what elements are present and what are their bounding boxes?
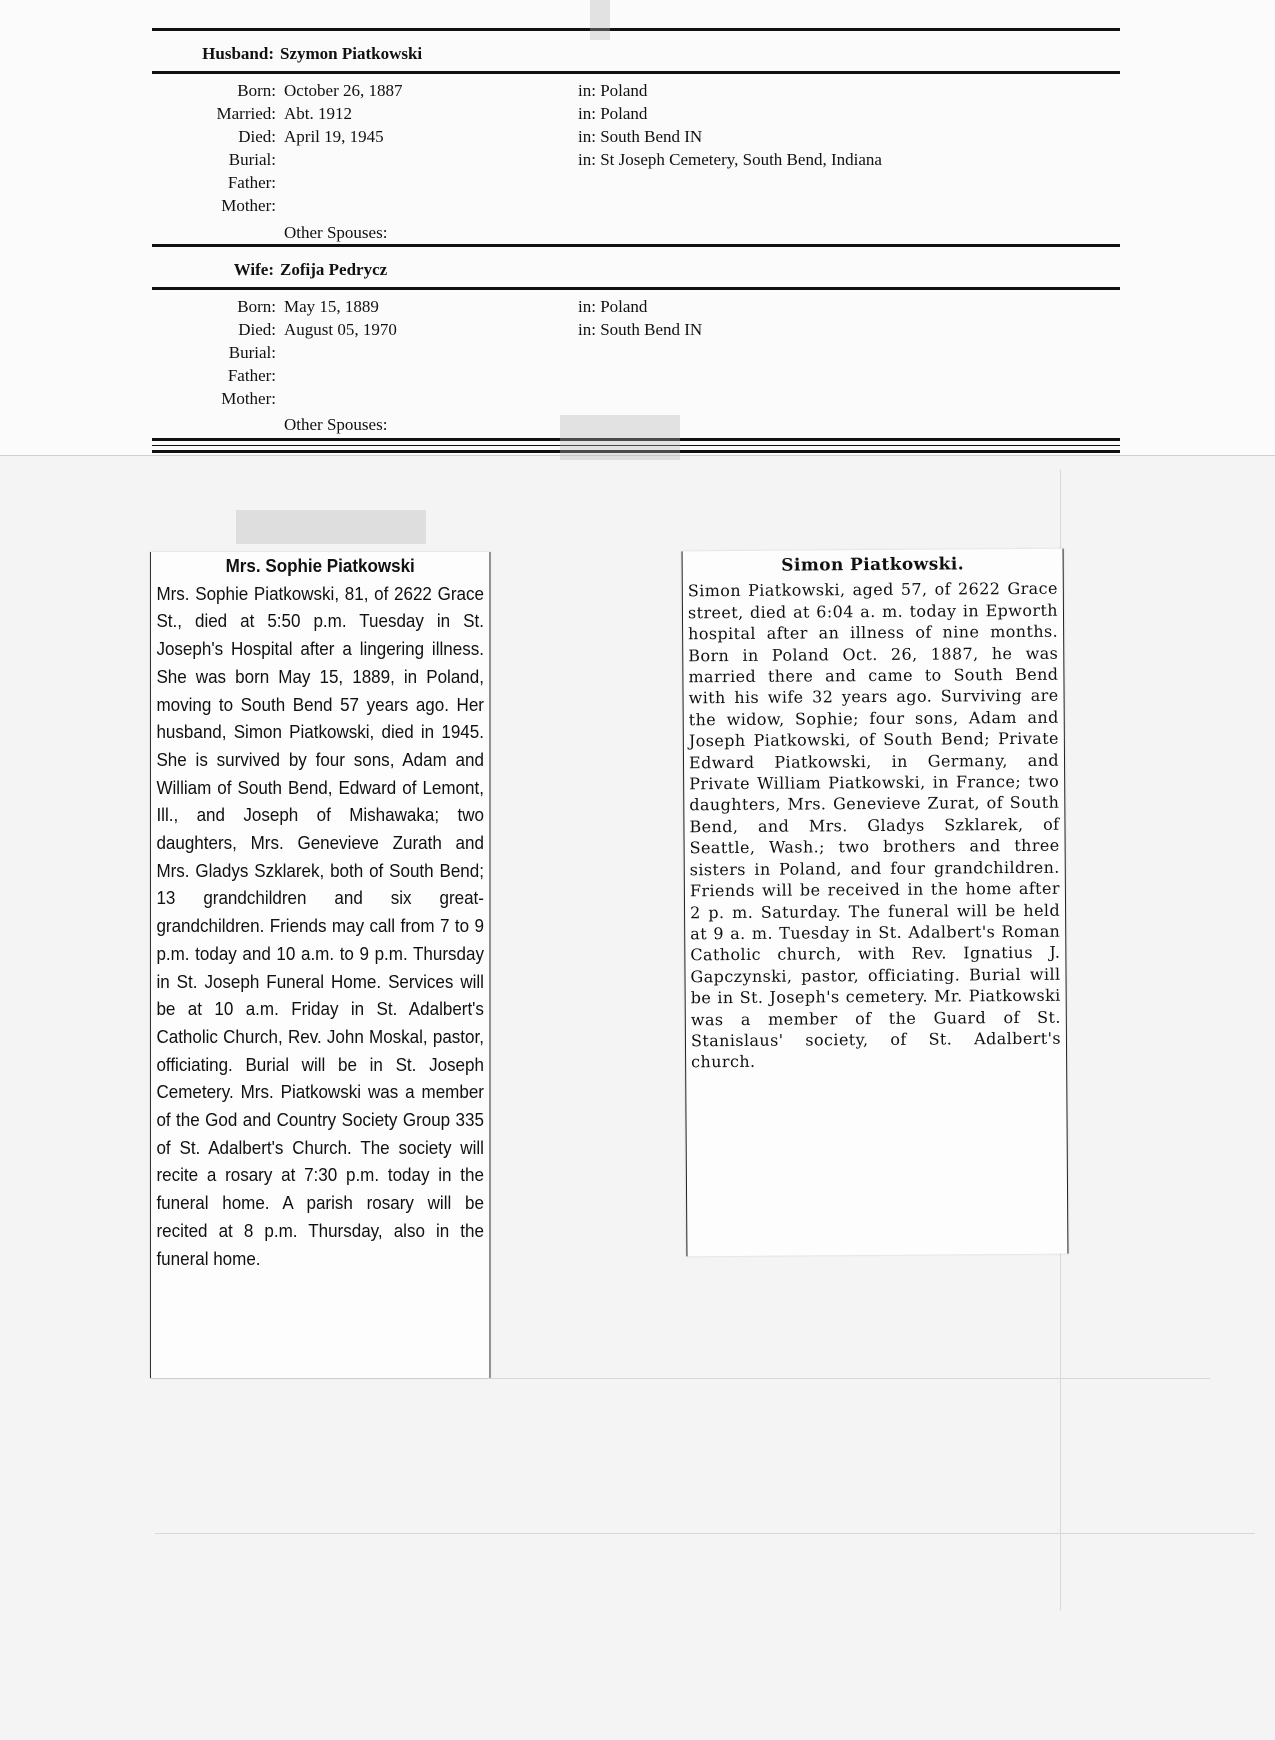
field-place: in: Poland [578,297,648,316]
field-place: in: St Joseph Cemetery, South Bend, Indiana [578,150,882,169]
wife-died-row [152,318,1120,341]
rule-wife-top [152,244,1120,247]
other-spouses-label: Other Spouses: [284,223,388,242]
field-label: Mother: [221,196,276,215]
husband-married-row [152,102,1120,125]
field-place: in: Poland [578,104,648,123]
tape-mark [590,0,610,40]
husband-born-row [152,79,1120,102]
obituary-clipping-simon [682,549,1069,1257]
field-place: in: South Bend IN [578,127,703,146]
field-label: Father: [227,366,276,385]
field-label: Married: [216,104,276,123]
field-value: April 19, 1945 [284,127,384,146]
wife-mother-row [152,387,1120,410]
wife-born-row [152,295,1120,318]
field-label: Born: [237,81,276,100]
rule-wife [152,287,1120,290]
tape-mark [236,510,426,544]
field-place: in: Poland [578,81,648,100]
field-label: Mother: [221,389,276,408]
husband-mother-row [152,194,1120,217]
obituary-title: Mrs. Sophie Piatkowski [225,555,415,576]
wife-name: Zofija Pedrycz [280,260,388,279]
husband-label: Husband: [202,44,274,63]
field-value: May 15, 1889 [284,297,379,316]
wife-label: Wife: [233,260,274,279]
obituary-body: Simon Piatkowski, aged 57, of 2622 Grace street, died at 6:04 a. m. today in Epworth hospital after an illness of nine months. Born in Poland Oct. 26, 1887, he was married there and came to South Bend with his wife 32 years ago. Surviving are the widow, Sophie; four sons, Adam and Joseph Piatkowski, of South Bend; Private Edward Piatkowski, in Germany, and Private William Piatkowski, in France; two daughters, Mrs. Genevieve Zurat, of South Bend, and Mrs. Gladys Szklarek, of Seattle, Wash.; two brothers and three sisters in Poland, and four grandchildren. Friends will be received in the home after 2 p. m. Saturday. The funeral will be held at 9 a. m. Tuesday in St. Adalbert's Roman Catholic church, with Rev. Ignatius J. Gapczynski, pastor, officiating. Burial will be in St. Joseph's cemetery. Mr. Piatkowski was a member of the Guard of St. Stanislaus' society, of St. Adalbert's church. [687,579,1062,1072]
other-spouses-label: Other Spouses: [284,415,388,434]
husband-burial-row [152,148,1120,171]
field-label: Died: [238,320,276,339]
rule-husband [152,71,1120,74]
wife-father-row [152,364,1120,387]
obituary-title: Simon Piatkowski. [781,554,965,576]
husband-heading [152,44,1120,64]
husband-other-spouses-row [152,221,1120,244]
field-label: Burial: [228,343,276,362]
obituary-clipping-sophie [150,552,490,1378]
field-value: August 05, 1970 [284,320,397,339]
husband-died-row [152,125,1120,148]
obituary-body: Mrs. Sophie Piatkowski, 81, of 2622 Grace St., died at 5:50 p.m. Tuesday in St. Joseph's Hospital after a lingering illness. She was born May 15, 1889, in Poland, moving to South Bend 57 years ago. Her husband, Simon Piatkowski, died in 1945. She is survived by four sons, Adam and William of South Bend, Edward of Lemont, Ill., and Joseph of Mishawaka; two daughters, Mrs. Genevieve Zurath and Mrs. Gladys Szklarek, both of South Bend; 13 grandchildren and six great-grandchildren. Friends may call from 7 to 9 p.m. today and 10 a.m. to 9 p.m. Thursday in St. Joseph Funeral Home. Services will be at 10 a.m. Friday in St. Adalbert's Catholic Church, Rev. John Moskal, pastor, officiating. Burial will be in St. Joseph Cemetery. Mrs. Piatkowski was a member of the God and Country Society Group 335 of St. Adalbert's Church. The society will recite a rosary at 7:30 p.m. today in the funeral home. A parish rosary will be recited at 8 p.m. Thursday, also in the funeral home. [156,582,484,1269]
field-value: October 26, 1887 [284,81,403,100]
wife-heading [152,260,1120,280]
field-label: Father: [227,173,276,192]
bleed-line [150,1378,1210,1379]
rule-top [152,28,1120,31]
field-label: Born: [237,297,276,316]
bleed-line [155,1533,1255,1534]
tape-mark [560,415,680,460]
wife-burial-row [152,341,1120,364]
field-label: Died: [238,127,276,146]
husband-father-row [152,171,1120,194]
husband-name: Szymon Piatkowski [280,44,423,63]
field-place: in: South Bend IN [578,320,703,339]
field-value: Abt. 1912 [284,104,352,123]
field-label: Burial: [228,150,276,169]
